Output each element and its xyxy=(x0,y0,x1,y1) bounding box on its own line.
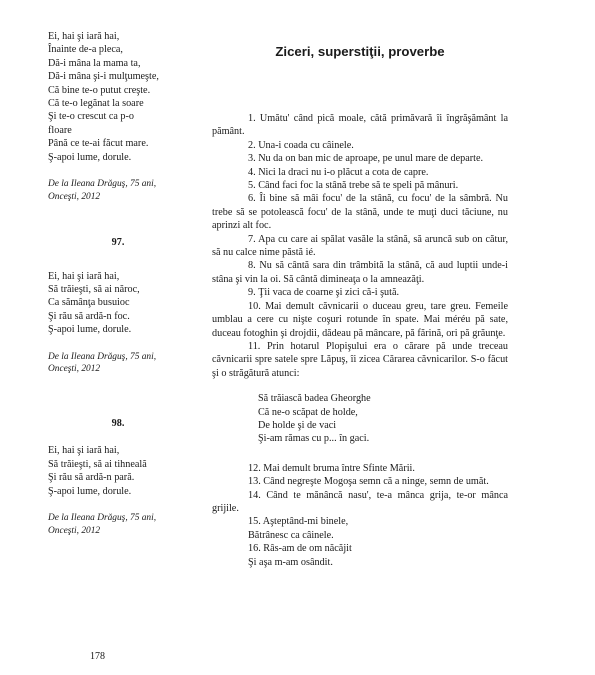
poem-line: Şi te-o crescut ca p-o xyxy=(48,111,134,123)
proverb-couplet xyxy=(212,542,508,569)
couplet-line: Şi aşa m-am osândit. xyxy=(248,556,333,568)
proverb-paragraph: 9. Ţii vaca de coarne şi zici că-i şută. xyxy=(248,287,400,299)
verse-block xyxy=(212,392,508,446)
section-title: Ziceri, superstiţii, proverbe xyxy=(275,44,445,59)
proverb-paragraph: 2. Una-i coada cu câinele. xyxy=(248,139,354,151)
poem-number: 97. xyxy=(111,237,125,249)
poem-number: 98. xyxy=(111,417,125,429)
source-line: Onceşti, 2012 xyxy=(48,191,101,202)
couplet-line: Bătrânesc ca câinele. xyxy=(248,529,334,541)
left-column xyxy=(48,30,208,537)
poem-line: Ei, hai şi iară hai, xyxy=(48,270,120,282)
poem-97 xyxy=(48,270,208,337)
poem-line: Să trăieşti, să ai tihnealã xyxy=(48,458,147,470)
proverb-paragraph: 12. Mai demult bruma între Sfinte Mării. xyxy=(248,462,415,474)
poem-line: Înainte de-a pleca, xyxy=(48,44,123,56)
right-column xyxy=(212,112,508,569)
proverb-couplet xyxy=(212,515,508,542)
proverb-paragraph: 11. Prin hotarul Plopişului era o cărare pă unde treceau căvnicarii spre satele spre Lăpuş, îi zicea Cărarea căvnicarilor. S-o făcut şi o străgătură atunci: xyxy=(212,340,508,379)
poem-line: Dă-i mâna la mama ta, xyxy=(48,57,141,69)
poem-line: Ş-apoi lume, dorule. xyxy=(48,324,132,336)
proverb-paragraph: 10. Mai demult căvnicarii o duceau greu, tare greu. Femeile umblau a cere cu nişte coşuri rotunde în spate. Mai méréu pă sate, duceau fotoghin şi drojdii, dădeau pă mâncare, pă fărină, ori pă grăunţe. xyxy=(212,300,508,339)
proverb-paragraph: 1. Umătu' când pică moale, cătă primăvară îi îngrăşământ la pământ. xyxy=(212,113,508,138)
proverb-paragraph: 7. Apa cu care ai spălat vasăle la stână, să aruncă sub on cătur, să nu calce nime păstă ié. xyxy=(212,233,508,259)
poem-line: Că te-o legănat la soare xyxy=(48,98,144,110)
poem-line: Şi rău să ardă-n pară. xyxy=(48,472,135,484)
poem-line: Dă-i mâna şi-i mulţumeşte, xyxy=(48,71,159,83)
poem-line: Ca sămânţa busuioc xyxy=(48,297,130,309)
source-attribution xyxy=(48,351,208,376)
poem-line: Că bine te-o putut creşte. xyxy=(48,84,151,96)
proverb-paragraph: 13. Când negreşte Mogoşa semn că a ninge, semn de umăt. xyxy=(248,476,489,488)
source-line: Onceşti, 2012 xyxy=(48,364,101,375)
verse-line: De holde şi de vaci xyxy=(258,419,337,431)
poem-line: floare xyxy=(48,124,72,136)
poem-line: Până ce te-ai făcut mare. xyxy=(48,138,149,150)
source-line: Onceşti, 2012 xyxy=(48,525,101,536)
poem-line: Ei, hai şi iară hai, xyxy=(48,445,120,457)
verse-line: Că ne-o scăpat de holde, xyxy=(258,406,358,418)
source-attribution xyxy=(48,178,208,203)
proverb-paragraph: 5. Când faci foc la stână trebe să te speli pă mânuri. xyxy=(248,180,459,192)
proverb-paragraph: 3. Nu da on ban mic de aproape, pe unul mare de departe. xyxy=(248,153,484,165)
poem-96 xyxy=(48,30,208,164)
page-number: 178 xyxy=(90,651,105,662)
source-line: De la Ileana Drăguş, 75 ani, xyxy=(48,512,157,523)
proverb-paragraph: 4. Nici la draci nu i-o plăcut a cota de capre. xyxy=(248,166,429,178)
proverb-paragraph: 14. Când te mănâncă nasu', te-a mânca grija, te-or mânca grijile. xyxy=(212,489,508,514)
verse-line: Să trăiască badea Gheorghe xyxy=(258,393,371,405)
source-attribution xyxy=(48,512,208,537)
poem-line: Ş-apoi lume, dorule. xyxy=(48,151,132,163)
couplet-line: 15. Aşteptând-mi binele, xyxy=(248,516,349,528)
poem-line: Să trăieşti, să ai năroc, xyxy=(48,284,140,296)
poem-98 xyxy=(48,444,208,498)
proverb-paragraph: 8. Nu să cântă sara din trâmbită la stână, că aud luptii unde-i stâna şi vin la oi. Să cântă dimineaţa o la amneazăţi. xyxy=(212,260,508,285)
verse-line: Şi-am rămas cu p... în gaci. xyxy=(258,433,370,445)
poem-line: Ei, hai şi iară hai, xyxy=(48,31,120,42)
poem-line: Ş-apoi lume, dorule. xyxy=(48,485,132,497)
source-line: De la Ileana Drăguş, 75 ani, xyxy=(48,179,157,190)
proverb-paragraph: 6. Îi bine să mâi focu' de la stână, cu focu' de la sâmbră. Nu trebe să se potolească focu' de la stână, unde te muţi duci tăciune, nu aprinzi alt foc. xyxy=(212,193,508,232)
source-line: De la Ileana Drăguş, 75 ani, xyxy=(48,351,157,362)
couplet-line: 16. Râs-am de om năcăjit xyxy=(248,543,352,555)
poem-line: Şi rău să ardă-n foc. xyxy=(48,310,130,322)
